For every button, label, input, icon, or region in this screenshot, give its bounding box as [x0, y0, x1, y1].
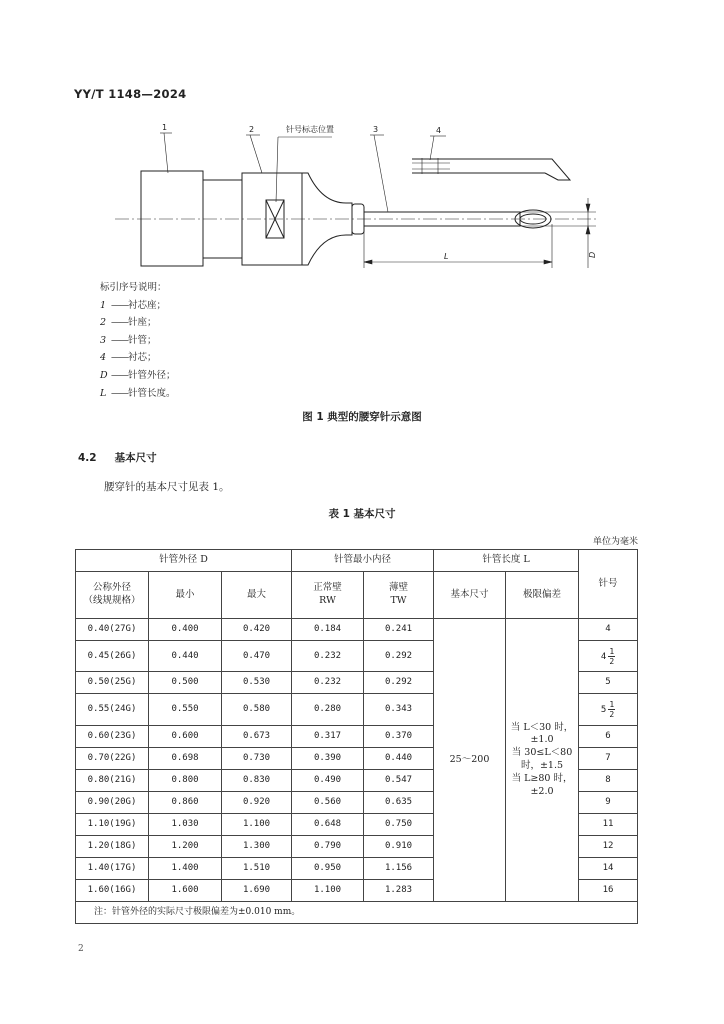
table-row: 1.20(18G) 1.200 1.300 0.790 0.910 12 [76, 836, 638, 858]
table-row: 0.60(23G) 0.600 0.673 0.317 0.370 6 [76, 726, 638, 748]
needle-diagram [100, 118, 610, 278]
table-row: 0.45(26G) 0.440 0.470 0.232 0.292 4 $\frac{1}{2}$ [76, 641, 638, 672]
table-row: 0.40(27G) 0.400 0.420 0.184 0.241 25～200 当 L＜30 时， ±1.0 当 30≤L＜80 时，±1.5 当 L≥80 时， ±2.0 4 [76, 619, 638, 641]
legend-item: L ——针管长度。 [100, 387, 176, 399]
header-length: 针管长度 L [434, 550, 579, 572]
dimension-d-label: D [588, 251, 597, 258]
table-row: 1.40(17G) 1.400 1.510 0.950 1.156 14 [76, 858, 638, 880]
header-deviation: 极限偏差 [506, 572, 579, 619]
legend-item: 3 ——针管； [100, 334, 157, 346]
legend [100, 279, 176, 402]
header-min-inner: 针管最小内径 [292, 550, 434, 572]
table-note: 注：针管外径的实际尺寸极限偏差为±0.010 mm。 [76, 902, 638, 924]
table-row: 0.70(22G) 0.698 0.730 0.390 0.440 7 [76, 748, 638, 770]
table-caption: 表 1 基本尺寸 [328, 508, 396, 520]
length-basic: 25～200 [434, 619, 506, 902]
stylet-hub-shape [141, 171, 203, 266]
callout-4: 4 [436, 126, 442, 135]
section-title: 基本尺寸 [114, 452, 157, 464]
section-number: 4.2 [78, 452, 97, 464]
header-gauge: 针号 [579, 550, 638, 619]
callout-2: 2 [249, 125, 255, 134]
table-row: 1.60(16G) 1.600 1.690 1.100 1.283 16 [76, 880, 638, 902]
stylet-detail [412, 158, 570, 180]
table-row: 0.90(20G) 0.860 0.920 0.560 0.635 9 [76, 792, 638, 814]
gauge-mark-label: 针号标志位置 [286, 125, 334, 134]
table-row: 0.55(24G) 0.550 0.580 0.280 0.343 5 $\frac{1}{2}$ [76, 694, 638, 726]
table-row: 0.80(21G) 0.800 0.830 0.490 0.547 8 [76, 770, 638, 792]
header-nominal: 公称外径 （线规规格） [76, 572, 149, 619]
legend-title: 标引序号说明： [100, 282, 167, 293]
header-basic: 基本尺寸 [434, 572, 506, 619]
header-rw: 正常壁 RW [292, 572, 364, 619]
dimension-l-label: L [444, 252, 449, 261]
figure-caption: 图 1 典型的腰穿针示意图 [302, 411, 422, 423]
header-outer-diameter: 针管外径 D [76, 550, 292, 572]
header-max: 最大 [222, 572, 292, 619]
dimension-lines [364, 198, 596, 268]
table-row: 0.50(25G) 0.500 0.530 0.232 0.292 5 [76, 672, 638, 694]
body-paragraph: 腰穿针的基本尺寸见表 1。 [104, 481, 230, 493]
legend-item: 2 ——针座； [100, 317, 157, 329]
length-deviation: 当 L＜30 时， ±1.0 当 30≤L＜80 时，±1.5 当 L≥80 时， ±2.0 [506, 619, 579, 902]
dimension-table [75, 549, 638, 924]
table-row: 1.10(19G) 1.030 1.100 0.648 0.750 11 [76, 814, 638, 836]
section-heading [78, 450, 157, 465]
legend-item: 1 ——衬芯座； [100, 299, 167, 311]
header-tw: 薄壁 TW [364, 572, 434, 619]
callout-3: 3 [373, 125, 379, 134]
legend-item: D ——针管外径； [100, 369, 176, 381]
page-number: 2 [78, 944, 84, 954]
document-code: YY/T 1148—2024 [74, 87, 187, 101]
callout-1: 1 [162, 123, 168, 132]
header-min: 最小 [149, 572, 222, 619]
legend-item: 4 ——衬芯； [100, 352, 157, 364]
unit-note: 单位为毫米 [592, 537, 638, 547]
